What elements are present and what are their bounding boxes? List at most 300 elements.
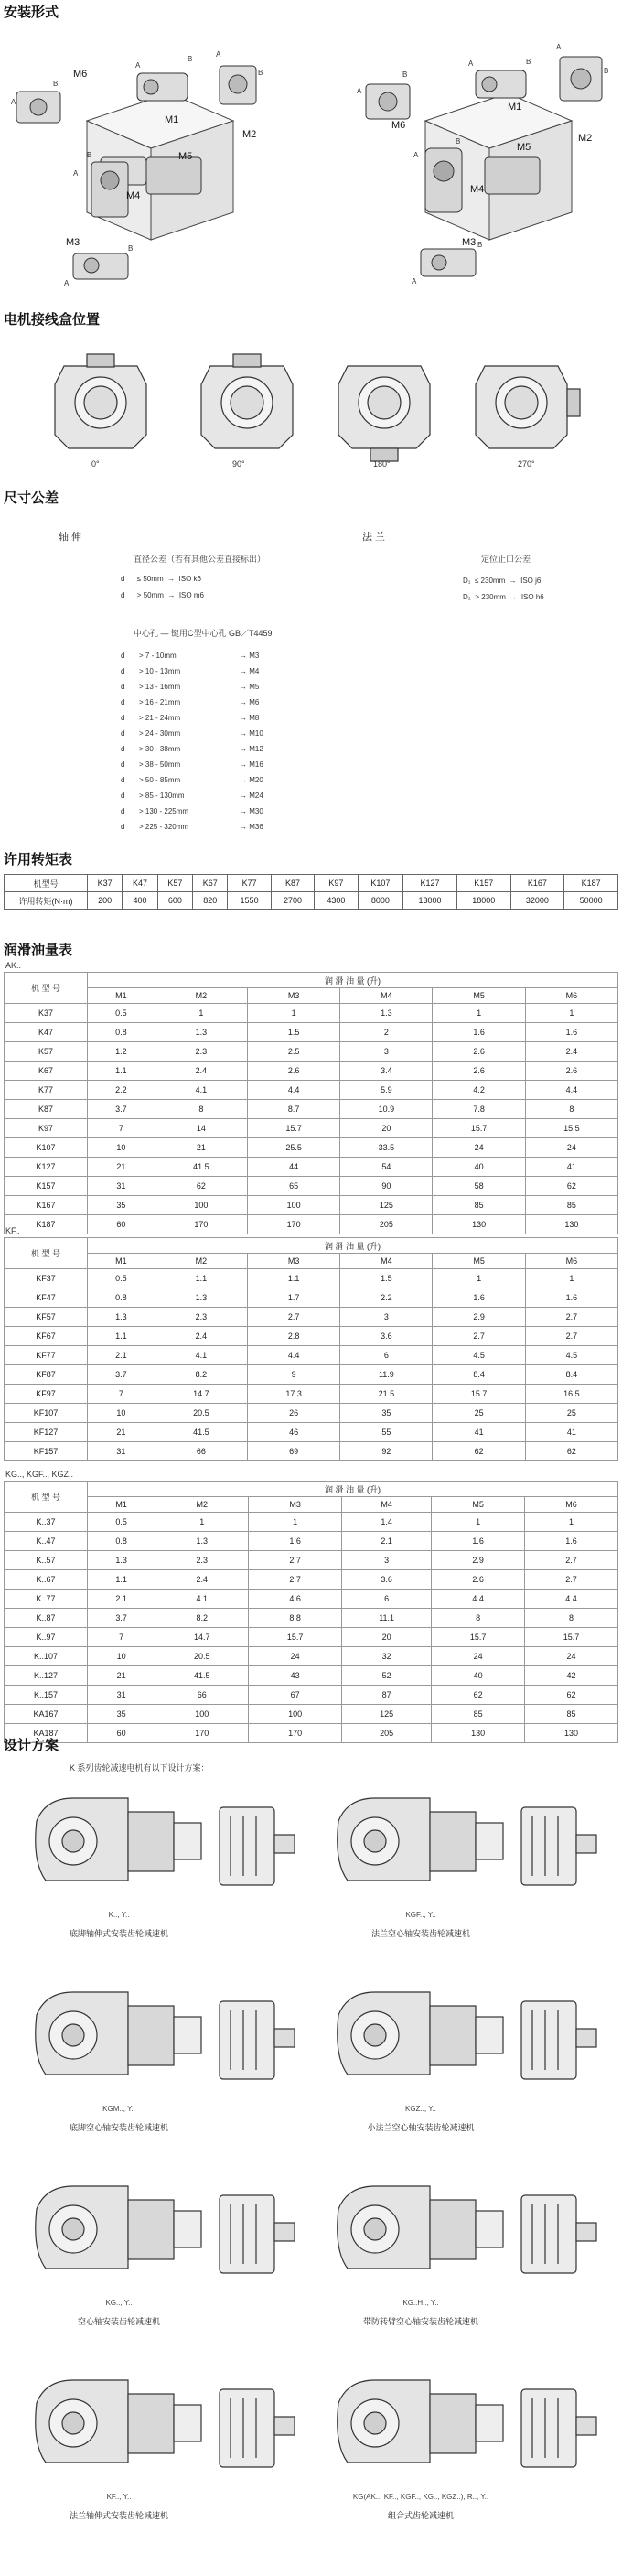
design-code: KG.., Y.. <box>105 2299 133 2307</box>
torque-model-cell: K157 <box>456 875 510 892</box>
oil-value-cell: 15.7 <box>525 1628 618 1647</box>
oil-value-cell: 8 <box>525 1100 617 1119</box>
terminal-diagram-0 <box>55 354 146 448</box>
oil-table-row <box>5 1666 618 1686</box>
oil-value-cell: 0.5 <box>88 1513 156 1532</box>
oil-value-cell: 8.4 <box>525 1365 617 1385</box>
oil-value-cell: 1 <box>525 1513 618 1532</box>
design-code: KGF.., Y.. <box>405 1911 436 1919</box>
oil-value-cell: 15.7 <box>433 1385 525 1404</box>
mount-label-left: M2 <box>242 129 257 140</box>
oil-value-cell: 62 <box>433 1442 525 1461</box>
oil-value-cell: 4.4 <box>432 1590 525 1609</box>
oil-value-cell: 62 <box>525 1177 617 1196</box>
mount-label-right: M2 <box>578 133 593 144</box>
oil-column-header: M3 <box>248 988 340 1004</box>
oil-model-cell: K97 <box>5 1119 88 1138</box>
oil-value-cell: 2.7 <box>248 1308 340 1327</box>
oil-value-cell: 125 <box>342 1705 432 1724</box>
oil-value-cell: 21 <box>88 1666 156 1686</box>
oil-model-cell: K..37 <box>5 1513 88 1532</box>
gearmotor-drawing <box>27 2366 302 2485</box>
flange-title: 法 兰 <box>362 532 386 543</box>
oil-value-cell: 1.6 <box>525 1023 617 1042</box>
oil-table-row <box>5 1004 618 1023</box>
oil-value-cell: 85 <box>525 1196 617 1215</box>
oil-value-cell: 1.1 <box>88 1327 156 1346</box>
svg-text:B: B <box>402 70 408 79</box>
oil-table-row <box>5 1385 618 1404</box>
oil-table-prefix: AK.. <box>5 961 22 970</box>
torque-model-cell: K97 <box>315 875 358 892</box>
oil-table-row <box>5 1269 618 1288</box>
oil-model-cell: K..107 <box>5 1647 88 1666</box>
oil-value-cell: 2.6 <box>432 1570 525 1590</box>
oil-model-header: 机 型 号 <box>5 1482 88 1513</box>
oil-value-cell: 1 <box>248 1004 340 1023</box>
svg-text:A: A <box>11 98 16 106</box>
oil-value-cell: 2.4 <box>155 1062 247 1081</box>
svg-text:A: A <box>556 43 562 51</box>
oil-table-row <box>5 1308 618 1327</box>
torque-model-cell: K37 <box>88 875 123 892</box>
oil-value-cell: 2.7 <box>249 1570 342 1590</box>
oil-model-cell: K157 <box>5 1177 88 1196</box>
oil-value-cell: 8 <box>155 1100 247 1119</box>
torque-value-cell: 400 <box>123 892 157 910</box>
oil-value-cell: 4.2 <box>433 1081 525 1100</box>
svg-text:B: B <box>477 241 483 249</box>
oil-column-header: M2 <box>155 1254 247 1269</box>
oil-model-cell: K107 <box>5 1138 88 1158</box>
oil-value-cell: 1 <box>156 1513 249 1532</box>
oil-value-cell: 60 <box>88 1724 156 1743</box>
oil-value-cell: 41 <box>525 1423 617 1442</box>
oil-value-cell: 1.5 <box>248 1023 340 1042</box>
oil-value-cell: 92 <box>340 1442 433 1461</box>
oil-value-cell: 1 <box>249 1513 342 1532</box>
oil-group-header: 润 滑 油 量 (升) <box>88 973 618 988</box>
torque-value-cell: 4300 <box>315 892 358 910</box>
oil-value-cell: 1 <box>433 1004 525 1023</box>
oil-table-row <box>5 1100 618 1119</box>
oil-table-row <box>5 1609 618 1628</box>
oil-column-header: M4 <box>340 988 433 1004</box>
oil-value-cell: 170 <box>248 1215 340 1234</box>
oil-value-cell: 62 <box>432 1686 525 1705</box>
center-hole-row: d > 50 - 85mm → M20 <box>121 776 263 784</box>
oil-model-cell: K67 <box>5 1062 88 1081</box>
oil-value-cell: 2.5 <box>248 1042 340 1062</box>
oil-value-cell: 7 <box>88 1628 156 1647</box>
torque-value-cell: 820 <box>193 892 228 910</box>
oil-column-header: M6 <box>525 988 617 1004</box>
oil-column-header: M4 <box>340 1254 433 1269</box>
oil-value-cell: 52 <box>342 1666 432 1686</box>
torque-model-cell: K77 <box>228 875 271 892</box>
mount-label-left: M1 <box>165 114 179 125</box>
oil-value-cell: 85 <box>432 1705 525 1724</box>
oil-value-cell: 66 <box>156 1686 249 1705</box>
oil-value-cell: 15.5 <box>525 1119 617 1138</box>
torque-value-cell: 8000 <box>358 892 403 910</box>
oil-column-header: M4 <box>342 1497 432 1513</box>
torque-value-cell: 2700 <box>271 892 314 910</box>
oil-value-cell: 69 <box>248 1442 340 1461</box>
center-hole-row: d > 16 - 21mm → M6 <box>121 698 260 706</box>
oil-value-cell: 6 <box>340 1346 433 1365</box>
oil-value-cell: 1.7 <box>248 1288 340 1308</box>
oil-column-header: M6 <box>525 1497 618 1513</box>
torque-model-cell: K57 <box>157 875 192 892</box>
oil-table-prefix: KG.., KGF.., KGZ.. <box>5 1470 74 1479</box>
design-code: KF.., Y.. <box>106 2493 132 2501</box>
oil-table-row <box>5 1724 618 1743</box>
oil-value-cell: 130 <box>525 1724 618 1743</box>
oil-table-row <box>5 1442 618 1461</box>
design-code: KGM.., Y.. <box>102 2105 135 2113</box>
design-name: 空心轴安装齿轮减速机 <box>77 2317 160 2326</box>
oil-value-cell: 7 <box>88 1119 156 1138</box>
oil-value-cell: 24 <box>249 1647 342 1666</box>
oil-value-cell: 100 <box>249 1705 342 1724</box>
oil-value-cell: 25.5 <box>248 1138 340 1158</box>
torque-value-cell: 200 <box>88 892 123 910</box>
oil-value-cell: 15.7 <box>249 1628 342 1647</box>
terminal-angle-270: 270° <box>518 459 535 469</box>
oil-table-row <box>5 1570 618 1590</box>
oil-table-row <box>5 1423 618 1442</box>
gearmotor-drawing <box>27 2172 302 2291</box>
oil-value-cell: 31 <box>88 1442 156 1461</box>
oil-table-row <box>5 1346 618 1365</box>
oil-value-cell: 85 <box>525 1705 618 1724</box>
oil-value-cell: 0.5 <box>88 1269 156 1288</box>
oil-value-cell: 7 <box>88 1385 156 1404</box>
oil-value-cell: 1.6 <box>525 1532 618 1551</box>
oil-value-cell: 41 <box>525 1158 617 1177</box>
svg-text:A: A <box>216 50 221 59</box>
oil-value-cell: 8 <box>432 1609 525 1628</box>
oil-value-cell: 4.1 <box>156 1590 249 1609</box>
oil-value-cell: 100 <box>155 1196 247 1215</box>
oil-column-header: M3 <box>249 1497 342 1513</box>
design-name: 带防转臂空心轴安装齿轮减速机 <box>362 2317 478 2326</box>
oil-value-cell: 20 <box>342 1628 432 1647</box>
gearmotor-drawing <box>329 2366 604 2485</box>
mount-label-left: M4 <box>126 190 141 201</box>
oil-value-cell: 2.7 <box>525 1551 618 1570</box>
oil-table-kg <box>4 1481 618 1743</box>
torque-model-cell: K47 <box>123 875 157 892</box>
oil-value-cell: 1.1 <box>88 1570 156 1590</box>
oil-model-cell: KA167 <box>5 1705 88 1724</box>
oil-value-cell: 2.6 <box>525 1062 617 1081</box>
oil-model-cell: K..157 <box>5 1686 88 1705</box>
center-hole-row: d > 225 - 320mm → M36 <box>121 823 263 831</box>
oil-value-cell: 2 <box>340 1023 433 1042</box>
oil-value-cell: 40 <box>433 1158 525 1177</box>
center-hole-row: d > 21 - 24mm → M8 <box>121 714 260 722</box>
oil-value-cell: 3.7 <box>88 1609 156 1628</box>
torque-value-cell: 600 <box>157 892 192 910</box>
oil-value-cell: 15.7 <box>432 1628 525 1647</box>
oil-group-header: 润 滑 油 量 (升) <box>88 1238 618 1254</box>
oil-value-cell: 2.7 <box>249 1551 342 1570</box>
svg-text:B: B <box>456 137 461 146</box>
oil-value-cell: 21 <box>88 1423 156 1442</box>
oil-table-row <box>5 1327 618 1346</box>
torque-value-label: 许用转矩(N·m) <box>5 892 88 910</box>
oil-value-cell: 62 <box>155 1177 247 1196</box>
oil-column-header: M5 <box>433 988 525 1004</box>
center-hole-row: d > 85 - 130mm → M24 <box>121 792 263 800</box>
oil-model-cell: K57 <box>5 1042 88 1062</box>
oil-value-cell: 3.7 <box>88 1100 156 1119</box>
oil-table-row <box>5 1158 618 1177</box>
terminal-angle-0: 0° <box>91 459 100 469</box>
oil-value-cell: 1 <box>525 1269 617 1288</box>
oil-column-header: M2 <box>156 1497 249 1513</box>
oil-value-cell: 11.9 <box>340 1365 433 1385</box>
oil-table-row <box>5 1705 618 1724</box>
section-title-oil: 润滑油量表 <box>4 943 73 958</box>
oil-value-cell: 2.1 <box>88 1346 156 1365</box>
svg-text:A: A <box>413 151 419 159</box>
oil-value-cell: 2.4 <box>155 1327 247 1346</box>
oil-value-cell: 0.8 <box>88 1532 156 1551</box>
torque-header-label: 机型号 <box>5 875 88 892</box>
oil-value-cell: 25 <box>433 1404 525 1423</box>
oil-value-cell: 2.9 <box>432 1551 525 1570</box>
oil-value-cell: 10 <box>88 1647 156 1666</box>
torque-value-cell: 1550 <box>228 892 271 910</box>
svg-text:B: B <box>526 58 531 66</box>
oil-value-cell: 8.2 <box>155 1365 247 1385</box>
section-title-torque: 许用转矩表 <box>4 852 73 868</box>
oil-value-cell: 54 <box>340 1158 433 1177</box>
oil-value-cell: 8.2 <box>156 1609 249 1628</box>
center-hole-title: 中心孔 — 键用C型中心孔 GB／T4459 <box>134 629 273 638</box>
oil-value-cell: 1.4 <box>342 1513 432 1532</box>
oil-table-row <box>5 1023 618 1042</box>
oil-value-cell: 1.3 <box>155 1023 247 1042</box>
oil-value-cell: 3 <box>340 1308 433 1327</box>
terminal-diagram-270 <box>476 366 580 448</box>
oil-value-cell: 15.7 <box>248 1119 340 1138</box>
oil-value-cell: 3.7 <box>88 1365 156 1385</box>
torque-value-cell: 18000 <box>456 892 510 910</box>
design-name: 法兰轴伸式安装齿轮减速机 <box>69 2511 168 2520</box>
oil-value-cell: 3.6 <box>340 1327 433 1346</box>
oil-value-cell: 205 <box>340 1215 433 1234</box>
mount-label-right: M1 <box>508 102 522 113</box>
oil-value-cell: 15.7 <box>433 1119 525 1138</box>
oil-table-row <box>5 1404 618 1423</box>
oil-value-cell: 8 <box>525 1609 618 1628</box>
oil-value-cell: 3 <box>342 1551 432 1570</box>
mount-label-left: M3 <box>66 237 80 248</box>
oil-column-header: M5 <box>432 1497 525 1513</box>
oil-value-cell: 4.1 <box>155 1081 247 1100</box>
gearmotor-drawing <box>27 1784 302 1903</box>
oil-value-cell: 4.5 <box>525 1346 617 1365</box>
oil-value-cell: 1.3 <box>156 1532 249 1551</box>
mount-label-left: M5 <box>178 151 193 162</box>
oil-value-cell: 42 <box>525 1666 618 1686</box>
oil-model-cell: KF157 <box>5 1442 88 1461</box>
oil-value-cell: 21 <box>155 1138 247 1158</box>
design-code: KG(AK.., KF.., KGF.., KG.., KGZ..), R.., Y.. <box>352 2493 489 2501</box>
oil-column-header: M1 <box>88 1254 156 1269</box>
oil-value-cell: 41 <box>433 1423 525 1442</box>
oil-column-header: M3 <box>248 1254 340 1269</box>
mount-label-right: M3 <box>462 237 477 248</box>
oil-value-cell: 100 <box>156 1705 249 1724</box>
oil-value-cell: 130 <box>433 1215 525 1234</box>
oil-value-cell: 24 <box>525 1138 617 1158</box>
torque-value-cell: 50000 <box>564 892 618 910</box>
oil-model-cell: K..87 <box>5 1609 88 1628</box>
oil-value-cell: 2.3 <box>155 1308 247 1327</box>
oil-value-cell: 35 <box>88 1196 156 1215</box>
svg-text:A: A <box>412 277 417 286</box>
oil-value-cell: 31 <box>88 1177 156 1196</box>
oil-value-cell: 1.1 <box>248 1269 340 1288</box>
oil-group-header: 润 滑 油 量 (升) <box>88 1482 618 1497</box>
oil-value-cell: 1.1 <box>88 1062 156 1081</box>
oil-value-cell: 41.5 <box>155 1423 247 1442</box>
oil-table-row <box>5 1551 618 1570</box>
oil-value-cell: 90 <box>340 1177 433 1196</box>
oil-value-cell: 1 <box>432 1513 525 1532</box>
design-name: 小法兰空心轴安装齿轮减速机 <box>367 2123 475 2132</box>
oil-value-cell: 2.1 <box>88 1590 156 1609</box>
oil-model-cell: KF97 <box>5 1385 88 1404</box>
oil-value-cell: 2.8 <box>248 1327 340 1346</box>
oil-value-cell: 10 <box>88 1138 156 1158</box>
oil-model-header: 机 型 号 <box>5 973 88 1004</box>
oil-value-cell: 9 <box>248 1365 340 1385</box>
torque-value-cell: 13000 <box>403 892 457 910</box>
oil-model-cell: K127 <box>5 1158 88 1177</box>
center-hole-row: d > 7 - 10mm → M3 <box>121 652 260 660</box>
oil-model-header: 机 型 号 <box>5 1238 88 1269</box>
oil-value-cell: 26 <box>248 1404 340 1423</box>
oil-model-cell: K187 <box>5 1215 88 1234</box>
oil-value-cell: 10.9 <box>340 1100 433 1119</box>
oil-model-cell: K167 <box>5 1196 88 1215</box>
oil-value-cell: 14.7 <box>155 1385 247 1404</box>
oil-value-cell: 2.3 <box>156 1551 249 1570</box>
oil-value-cell: 24 <box>525 1647 618 1666</box>
oil-table-row <box>5 1138 618 1158</box>
mount-label-left: M6 <box>73 69 88 80</box>
shaft-tolerance-row: d > 50mm → ISO m6 <box>121 591 204 599</box>
oil-value-cell: 60 <box>88 1215 156 1234</box>
oil-table-row <box>5 1196 618 1215</box>
svg-text:B: B <box>128 244 134 253</box>
oil-value-cell: 3.4 <box>340 1062 433 1081</box>
oil-value-cell: 14.7 <box>156 1628 249 1647</box>
oil-value-cell: 2.4 <box>156 1570 249 1590</box>
oil-value-cell: 21 <box>88 1158 156 1177</box>
oil-value-cell: 20.5 <box>155 1404 247 1423</box>
oil-value-cell: 1.6 <box>249 1532 342 1551</box>
oil-model-cell: K47 <box>5 1023 88 1042</box>
svg-text:A: A <box>135 61 141 70</box>
oil-value-cell: 31 <box>88 1686 156 1705</box>
design-code: KGZ.., Y.. <box>405 2105 436 2113</box>
oil-model-cell: K..127 <box>5 1666 88 1686</box>
oil-value-cell: 40 <box>432 1666 525 1686</box>
design-name: 组合式齿轮减速机 <box>387 2511 454 2520</box>
oil-model-cell: KF37 <box>5 1269 88 1288</box>
svg-text:B: B <box>258 69 263 77</box>
oil-value-cell: 1.3 <box>88 1308 156 1327</box>
oil-table-row <box>5 1532 618 1551</box>
oil-value-cell: 14 <box>155 1119 247 1138</box>
oil-value-cell: 170 <box>156 1724 249 1743</box>
oil-value-cell: 130 <box>432 1724 525 1743</box>
torque-model-cell: K67 <box>193 875 228 892</box>
torque-model-cell: K127 <box>403 875 457 892</box>
oil-model-cell: KF87 <box>5 1365 88 1385</box>
oil-table-row <box>5 1119 618 1138</box>
oil-value-cell: 2.2 <box>88 1081 156 1100</box>
design-name: 底脚空心轴安装齿轮减速机 <box>69 2123 168 2132</box>
oil-model-cell: K77 <box>5 1081 88 1100</box>
oil-value-cell: 3 <box>340 1042 433 1062</box>
oil-value-cell: 8.8 <box>249 1609 342 1628</box>
oil-value-cell: 125 <box>340 1196 433 1215</box>
oil-model-cell: K87 <box>5 1100 88 1119</box>
center-hole-row: d > 24 - 30mm → M10 <box>121 729 263 738</box>
oil-value-cell: 4.4 <box>248 1346 340 1365</box>
diameter-tolerance-title: 直径公差（若有其他公差直接标出） <box>134 555 266 564</box>
section-title-tolerance: 尺寸公差 <box>4 490 59 506</box>
oil-value-cell: 32 <box>342 1647 432 1666</box>
mount-diagrams <box>0 20 622 295</box>
oil-value-cell: 4.6 <box>249 1590 342 1609</box>
terminal-diagram-180 <box>338 366 430 461</box>
oil-value-cell: 0.5 <box>88 1004 156 1023</box>
oil-value-cell: 4.4 <box>248 1081 340 1100</box>
center-hole-row: d > 130 - 225mm → M30 <box>121 807 263 815</box>
oil-value-cell: 44 <box>248 1158 340 1177</box>
oil-value-cell: 17.3 <box>248 1385 340 1404</box>
section-title-design: 设计方案 <box>4 1738 59 1753</box>
oil-value-cell: 6 <box>342 1590 432 1609</box>
center-hole-row: d > 10 - 13mm → M4 <box>121 667 260 675</box>
mount-label-right: M6 <box>391 120 406 131</box>
oil-column-header: M5 <box>433 1254 525 1269</box>
oil-column-header: M1 <box>88 988 156 1004</box>
oil-value-cell: 1.6 <box>433 1288 525 1308</box>
oil-model-cell: KF77 <box>5 1346 88 1365</box>
oil-column-header: M2 <box>155 988 247 1004</box>
center-hole-row: d > 30 - 38mm → M12 <box>121 745 263 753</box>
oil-value-cell: 24 <box>433 1138 525 1158</box>
spigot-tolerance-title: 定位止口公差 <box>481 555 531 564</box>
torque-value-cell: 32000 <box>510 892 564 910</box>
terminal-angle-90: 90° <box>232 459 245 469</box>
oil-value-cell: 24 <box>432 1647 525 1666</box>
oil-value-cell: 55 <box>340 1423 433 1442</box>
oil-value-cell: 2.3 <box>155 1042 247 1062</box>
oil-value-cell: 1 <box>433 1269 525 1288</box>
svg-text:A: A <box>357 87 362 95</box>
